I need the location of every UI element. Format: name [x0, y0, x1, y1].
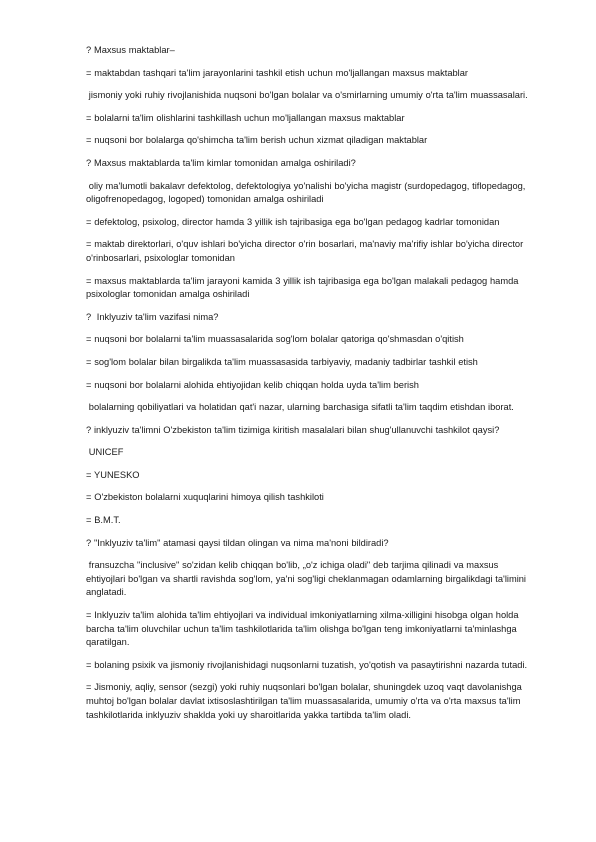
text-paragraph: = nuqsoni bor bolalarni alohida ehtiyojidan kelib chiqqan holda uyda ta'lim berish — [86, 379, 419, 390]
text-paragraph: ? Maxsus maktablar– — [86, 45, 175, 55]
text-paragraph: = YUNESKO — [86, 469, 140, 480]
text-paragraph: = defektolog, psixolog, director hamda 3 yillik ish tajribasiga ega bo'lgan pedagog kadrlar tomonidan — [86, 216, 500, 227]
text-paragraph: = maktab direktorlari, o'quv ishlari bo'yicha director o'rin bosarlari, ma'naviy ma'rifiy ishlar bo'yicha director o'rinbosarlari, psixologlar tomonidan — [86, 239, 526, 263]
text-paragraph: ? inklyuziv ta'limni O'zbekiston ta'lim tizimiga kiritish masalalari bilan shug'ullanuvchi tashkilot qaysi? — [86, 424, 500, 435]
text-paragraph: = maktabdan tashqari ta'lim jarayonlarini tashkil etish uchun mo'ljallangan maxsus maktablar — [86, 67, 469, 78]
text-paragraph: = bolaning psixik va jismoniy rivojlanishidagi nuqsonlarni tuzatish, yo'qotish va pasaytirishni nazarda tutadi. — [86, 659, 528, 670]
text-paragraph: ? Maxsus maktablarda ta'lim kimlar tomonidan amalga oshiriladi? — [86, 157, 356, 168]
text-paragraph: = sog'lom bolalar bilan birgalikda ta'lim muassasasida tarbiyaviy, madaniy tadbirlar tashkil etish — [86, 356, 478, 367]
text-paragraph: oliy ma'lumotli bakalavr defektolog, defektologiya yo'nalishi bo'yicha magistr (surdopedagog, tiflopedagog, oligofrenopedagog, logoped) tomonidan amalga oshiriladi — [86, 180, 529, 205]
text-paragraph: bolalarning qobiliyatlari va holatidan qat'i nazar, ularning barchasiga sifatli ta'lim taqdim etishdan iborat. — [86, 402, 514, 413]
text-paragraph: fransuzcha "inclusive" so'zidan kelib chiqqan bo'lib, „o'z ichiga oladi" deb tarjima qilinadi va maxsus ehtiyojlari bo'lgan va shartli ravishda sog'lom, ya'ni sog'ligi cheklanmagan odamlarning birgalikdagi ta'limini anglatadi. — [86, 560, 529, 598]
text-paragraph: = Inklyuziv ta'lim alohida ta'lim ehtiyojlari va individual imkoniyatlarning xilma-xilligini hisobga olgan holda barcha ta'lim oluvchilar uchun ta'lim tashkilotlarida ta'lim olishga bo'lgan teng imkoniyatlarni ta'minlashga qaratilgan. — [86, 610, 522, 648]
text-paragraph: ? Inklyuziv ta'lim vazifasi nima? — [86, 311, 219, 322]
text-paragraph: = B.M.T. — [86, 515, 121, 526]
text-paragraph: = bolalarni ta'lim olishlarini tashkillash uchun mo'ljallangan maxsus maktablar — [86, 112, 405, 123]
text-paragraph: = nuqsoni bor bolalarga qo'shimcha ta'lim berish uchun xizmat qiladigan maktablar — [86, 135, 428, 146]
question-list — [86, 44, 536, 722]
text-paragraph: = Jismoniy, aqliy, sensor (sezgi) yoki ruhiy nuqsonlari bo'lgan bolalar, shuningdek uzoq vaqt davolanishga muhtoj bo'lgan bolalar davlat ixtisoslashtirilgan ta'lim muassasalarida, umumiy o'rta va o'rta maxsus ta'lim tashkilotlarida inklyuziv shaklda yoki uy sharoitlarida yakka tartibda ta'lim oladi. — [86, 682, 525, 720]
text-paragraph: UNICEF — [86, 447, 124, 458]
text-paragraph: = nuqsoni bor bolalarni ta'lim muassasalarida sog'lom bolalar qatoriga qo'shmasdan o'qitish — [86, 334, 464, 345]
text-paragraph: jismoniy yoki ruhiy rivojlanishida nuqsoni bo'lgan bolalar va o'smirlarning umumiy o'rta ta'lim muassasalari. — [86, 90, 528, 101]
text-paragraph: ? "Inklyuziv ta'lim" atamasi qaysi tildan olingan va nima ma'noni bildiradi? — [86, 537, 389, 548]
text-paragraph: = maxsus maktablarda ta'lim jarayoni kamida 3 yillik ish tajribasiga ega bo'lgan malakali pedagog hamda psixologlar tomonidan amalga oshiriladi — [86, 275, 522, 300]
text-paragraph: = O'zbekiston bolalarni xuquqlarini himoya qilish tashkiloti — [86, 492, 324, 503]
